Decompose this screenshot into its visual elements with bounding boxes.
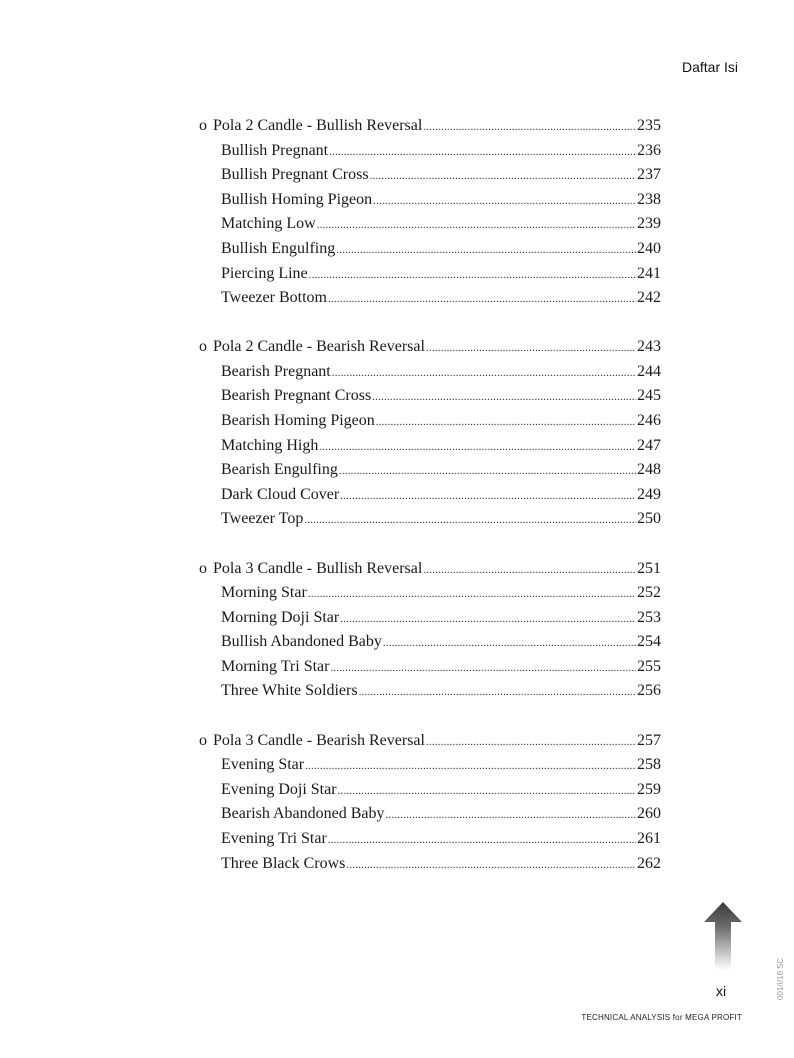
toc-section-heading[interactable] xyxy=(199,557,661,582)
toc-dot-leader xyxy=(386,803,636,828)
toc-bullet: o xyxy=(199,338,207,356)
toc-entry[interactable] xyxy=(199,802,661,827)
toc-entry-title: Bullish Engulfing xyxy=(221,239,336,257)
toc-entry-title: Bearish Pregnant xyxy=(221,362,331,380)
toc-entry[interactable] xyxy=(199,188,661,213)
toc-entry[interactable] xyxy=(199,852,661,877)
toc-dot-leader xyxy=(305,754,636,779)
toc-section-heading[interactable] xyxy=(199,335,661,360)
toc-entry-title: Morning Star xyxy=(221,584,307,602)
toc-entry[interactable] xyxy=(199,679,661,704)
toc-page-number: 242 xyxy=(637,289,661,307)
toc-dot-leader xyxy=(373,189,636,214)
toc-entry[interactable] xyxy=(199,753,661,778)
toc-page-number: 246 xyxy=(637,412,661,430)
toc-dot-leader xyxy=(340,484,636,509)
toc-entry-title: Evening Doji Star xyxy=(221,780,337,798)
toc-dot-leader xyxy=(376,410,636,435)
toc-dot-leader xyxy=(332,361,636,386)
toc-page-number: 239 xyxy=(637,215,661,233)
toc-section xyxy=(199,114,661,311)
toc-dot-leader xyxy=(423,558,636,583)
toc-entry-title: Morning Tri Star xyxy=(221,657,330,675)
toc-entry-title: Bearish Homing Pigeon xyxy=(221,412,375,430)
toc-entry-title: Bullish Pregnant xyxy=(221,141,329,159)
toc-dot-leader xyxy=(319,435,636,460)
toc-entry[interactable] xyxy=(199,434,661,459)
toc-dot-leader xyxy=(359,680,636,705)
toc-entry-title: Evening Star xyxy=(221,756,305,774)
toc-page-number: 255 xyxy=(637,657,661,675)
toc-bullet: o xyxy=(199,559,207,577)
toc-bullet: o xyxy=(199,731,207,749)
toc-page-number: 244 xyxy=(637,362,661,380)
toc-entry[interactable] xyxy=(199,237,661,262)
toc-dot-leader xyxy=(328,287,636,312)
toc-entry[interactable] xyxy=(199,458,661,483)
toc-dot-leader xyxy=(346,853,636,878)
toc-section-heading[interactable] xyxy=(199,114,661,139)
toc-entry-title: Pola 2 Candle - Bullish Reversal xyxy=(213,117,423,134)
toc-page-number: 236 xyxy=(637,141,661,159)
toc-entry[interactable] xyxy=(199,778,661,803)
toc-dot-leader xyxy=(339,459,636,484)
toc-entry-title: Pola 3 Candle - Bearish Reversal xyxy=(213,731,425,749)
toc-entry[interactable] xyxy=(199,630,661,655)
toc-entry[interactable] xyxy=(199,286,661,311)
toc-dot-leader xyxy=(317,213,636,238)
toc-section xyxy=(199,335,661,532)
toc-page-number: 258 xyxy=(637,756,661,774)
toc-page-number: 253 xyxy=(637,608,661,626)
toc-dot-leader xyxy=(308,582,636,607)
toc-page-number: 250 xyxy=(637,510,661,528)
toc-page-number: 237 xyxy=(637,166,661,184)
toc-page-number: 251 xyxy=(637,559,661,577)
toc-entry[interactable] xyxy=(199,163,661,188)
toc-page-number: 261 xyxy=(637,829,661,847)
toc-entry[interactable] xyxy=(199,139,661,164)
toc-entry[interactable] xyxy=(199,409,661,434)
toc-entry-title: Three Black Crows xyxy=(221,854,346,872)
toc-page-number: 238 xyxy=(637,190,661,208)
toc-entry-title: Bearish Pregnant Cross xyxy=(221,387,372,405)
toc-page-number: 235 xyxy=(637,117,661,134)
toc-dot-leader xyxy=(383,631,636,656)
toc-entry-title: Matching High xyxy=(221,436,319,454)
toc-page-number: 245 xyxy=(637,387,661,405)
toc-page-number: 262 xyxy=(637,854,661,872)
toc-entry-title: Bullish Abandoned Baby xyxy=(221,633,382,651)
running-head: Daftar Isi xyxy=(681,59,738,75)
toc-entry-title: Pola 3 Candle - Bullish Reversal xyxy=(213,559,423,577)
toc-dot-leader xyxy=(328,828,636,853)
toc-entry-title: Dark Cloud Cover xyxy=(221,485,340,503)
toc-dot-leader xyxy=(340,607,636,632)
toc-entry-title: Bearish Engulfing xyxy=(221,461,338,479)
toc-dot-leader xyxy=(304,508,636,533)
toc-page-number: 254 xyxy=(637,633,661,651)
toc-dot-leader xyxy=(329,140,636,165)
toc-entry-title: Tweezer Bottom xyxy=(221,289,327,307)
toc-page-number: 240 xyxy=(637,239,661,257)
toc-entry-title: Matching Low xyxy=(221,215,316,233)
toc-entry[interactable] xyxy=(199,262,661,287)
toc-dot-leader xyxy=(423,115,636,140)
toc-dot-leader xyxy=(336,238,636,263)
toc-entry-title: Bullish Pregnant Cross xyxy=(221,166,369,184)
toc-entry-title: Evening Tri Star xyxy=(221,829,327,847)
toc-entry-title: Morning Doji Star xyxy=(221,608,340,626)
toc-page-number: 257 xyxy=(637,731,661,749)
toc-entry[interactable] xyxy=(199,606,661,631)
toc-entry[interactable] xyxy=(199,655,661,680)
toc-page-number: 259 xyxy=(637,780,661,798)
print-code: 001/I/16 SC xyxy=(776,957,785,1000)
toc-entry-title: Tweezer Top xyxy=(221,510,304,528)
toc-entry[interactable] xyxy=(199,507,661,532)
toc-page-number: 243 xyxy=(637,338,661,356)
toc-dot-leader xyxy=(426,730,636,755)
toc-page-number: 247 xyxy=(637,436,661,454)
toc-dot-leader xyxy=(426,336,636,361)
toc-page-number: 241 xyxy=(637,264,661,282)
up-arrow-icon[interactable] xyxy=(704,902,742,970)
toc-entry-title: Piercing Line xyxy=(221,264,308,282)
book-title-footer: TECHNICAL ANALYSIS for MEGA PROFIT xyxy=(581,1013,742,1022)
toc-entry-title: Bearish Abandoned Baby xyxy=(221,805,385,823)
toc-page-number: 249 xyxy=(637,485,661,503)
toc-dot-leader xyxy=(338,779,636,804)
toc-bullet: o xyxy=(199,117,207,134)
toc-dot-leader xyxy=(309,263,636,288)
toc-entry[interactable] xyxy=(199,360,661,385)
toc-entry[interactable] xyxy=(199,827,661,852)
toc-section xyxy=(199,557,661,705)
toc-page-number: 256 xyxy=(637,682,661,700)
toc-entry[interactable] xyxy=(199,384,661,409)
toc-page-number: 248 xyxy=(637,461,661,479)
toc-entry[interactable] xyxy=(199,581,661,606)
toc-dot-leader xyxy=(370,164,636,189)
toc-section-heading[interactable] xyxy=(199,729,661,754)
toc-dot-leader xyxy=(330,656,636,681)
toc-dot-leader xyxy=(372,385,636,410)
toc-page-number: 252 xyxy=(637,584,661,602)
toc-section xyxy=(199,729,661,877)
table-of-contents xyxy=(199,114,661,901)
toc-entry-title: Bullish Homing Pigeon xyxy=(221,190,373,208)
toc-entry-title: Pola 2 Candle - Bearish Reversal xyxy=(213,338,425,356)
toc-entry[interactable] xyxy=(199,483,661,508)
toc-page-number: 260 xyxy=(637,805,661,823)
toc-entry[interactable] xyxy=(199,212,661,237)
toc-entry-title: Three White Soldiers xyxy=(221,682,358,700)
page-number: xi xyxy=(716,983,727,999)
